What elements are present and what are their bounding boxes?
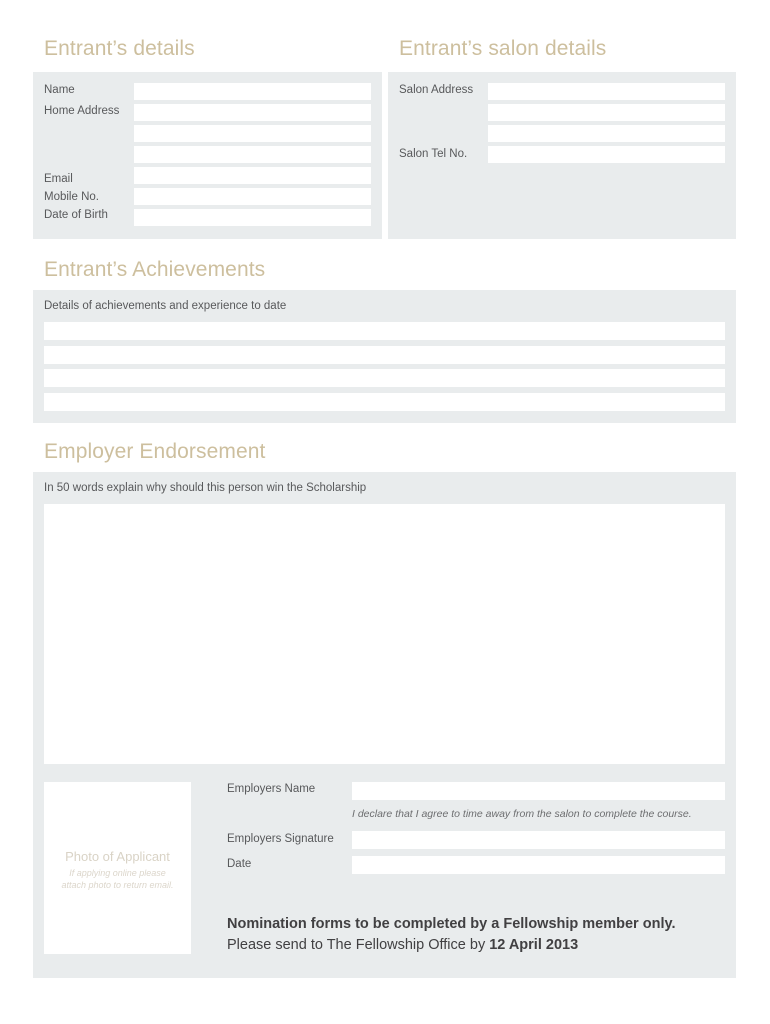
employers-signature-field[interactable]	[352, 831, 725, 849]
deadline-date: 12 April 2013	[489, 937, 579, 953]
home-address-field-3[interactable]	[134, 146, 371, 163]
name-field[interactable]	[134, 83, 371, 100]
endorsement-heading: Employer Endorsement	[44, 440, 266, 463]
nomination-notice: Nomination forms to be completed by a Fellowship member only.	[227, 916, 676, 932]
send-instruction	[227, 937, 578, 953]
email-field[interactable]	[134, 167, 371, 184]
salon-tel-label: Salon Tel No.	[399, 148, 468, 160]
home-address-label: Home Address	[44, 105, 120, 117]
salon-details-heading: Entrant’s salon details	[399, 37, 607, 60]
photo-of-applicant-box[interactable]	[44, 782, 191, 954]
home-address-field-1[interactable]	[134, 104, 371, 121]
endorsement-textarea[interactable]	[44, 504, 725, 764]
achievements-line-1[interactable]	[44, 322, 725, 340]
achievements-line-4[interactable]	[44, 393, 725, 411]
name-label: Name	[44, 84, 75, 96]
achievements-panel	[33, 290, 736, 423]
employers-signature-label: Employers Signature	[227, 833, 334, 845]
salon-address-field-1[interactable]	[488, 83, 725, 100]
send-instruction-text: Please send to The Fellowship Office by	[227, 937, 490, 953]
declaration-text: I declare that I agree to time away from the salon to complete the course.	[352, 808, 692, 820]
achievements-prompt: Details of achievements and experience to date	[44, 300, 287, 312]
salon-tel-field[interactable]	[488, 146, 725, 163]
date-field[interactable]	[352, 856, 725, 874]
salon-address-field-2[interactable]	[488, 104, 725, 121]
email-label: Email	[44, 173, 73, 185]
mobile-field[interactable]	[134, 188, 371, 205]
endorsement-panel	[33, 472, 736, 978]
salon-address-field-3[interactable]	[488, 125, 725, 142]
salon-details-panel	[388, 72, 736, 239]
achievements-line-3[interactable]	[44, 369, 725, 387]
achievements-line-2[interactable]	[44, 346, 725, 364]
entrant-details-panel	[33, 72, 382, 239]
photo-note-line-2: attach photo to return email.	[61, 880, 174, 890]
date-of-birth-label: Date of Birth	[44, 209, 108, 221]
date-of-birth-field[interactable]	[134, 209, 371, 226]
date-label: Date	[227, 858, 252, 870]
endorsement-prompt: In 50 words explain why should this person win the Scholarship	[44, 482, 367, 494]
employers-name-field[interactable]	[352, 782, 725, 800]
employers-name-label: Employers Name	[227, 783, 316, 795]
achievements-heading: Entrant’s Achievements	[44, 258, 266, 281]
photo-note-line-1: If applying online please	[69, 868, 166, 878]
photo-title: Photo of Applicant	[65, 849, 170, 864]
salon-address-label: Salon Address	[399, 84, 474, 96]
entrant-details-heading: Entrant’s details	[44, 37, 195, 60]
home-address-field-2[interactable]	[134, 125, 371, 142]
mobile-label: Mobile No.	[44, 191, 99, 203]
